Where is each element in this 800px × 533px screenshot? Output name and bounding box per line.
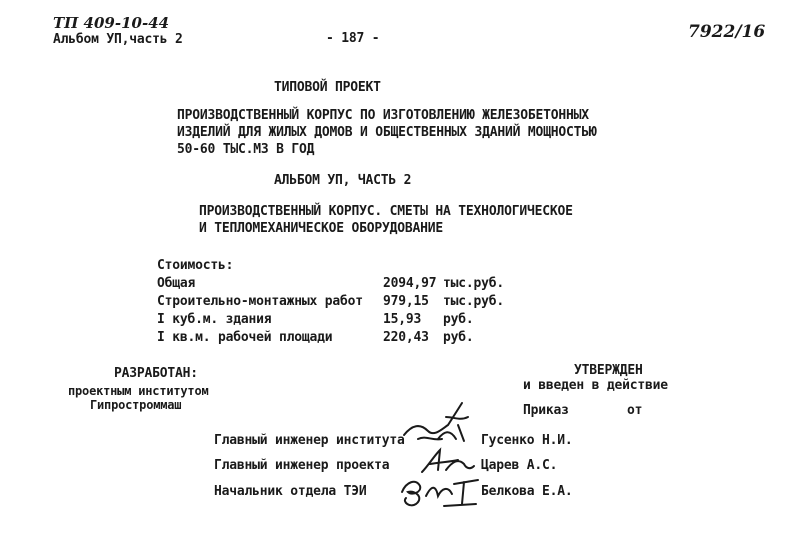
- cost-heading: Стоимость:: [157, 258, 234, 273]
- album-title: АЛЬБОМ УП, ЧАСТЬ 2: [274, 173, 412, 188]
- developed-label: РАЗРАБОТАН:: [114, 366, 198, 381]
- cost-unit: тыс.руб.: [443, 294, 505, 309]
- cost-unit: тыс.руб.: [443, 276, 505, 291]
- cost-value: 2094,97: [383, 276, 437, 291]
- cost-unit: руб.: [443, 312, 474, 327]
- signatory-name: Гусенко Н.И.: [481, 433, 573, 448]
- cost-unit: руб.: [443, 330, 474, 345]
- signatory-position: Главный инженер проекта: [214, 458, 390, 473]
- signatory-position: Главный инженер института: [214, 433, 405, 448]
- project-kind: ТИПОВОЙ ПРОЕКТ: [274, 80, 381, 95]
- cost-label: I куб.м. здания: [157, 312, 272, 327]
- project-name-line3: 50-60 ТЫС.М3 В ГОД: [177, 142, 315, 157]
- page-number: - 187 -: [326, 31, 380, 46]
- signature-chief-engineer-institute: [398, 395, 478, 447]
- project-name-line1: ПРОИЗВОДСТВЕННЫЙ КОРПУС ПО ИЗГОТОВЛЕНИЮ ЖЕЛЕЗОБЕТОННЫХ: [177, 108, 589, 123]
- signatory-name: Царев А.С.: [481, 458, 558, 473]
- developed-line2: Гипростроммаш: [90, 398, 182, 412]
- inventory-number: 7922/16: [688, 22, 766, 42]
- approved-order: Приказ: [523, 403, 569, 418]
- signatory-position: Начальник отдела ТЭИ: [214, 484, 367, 499]
- cost-label: Строительно-монтажных работ: [157, 294, 363, 309]
- signatory-name: Белкова Е.А.: [481, 484, 573, 499]
- cost-label: Общая: [157, 276, 196, 291]
- cost-label: I кв.м. рабочей площади: [157, 330, 333, 345]
- approved-from: от: [627, 403, 643, 418]
- signature-head-of-department: [394, 470, 484, 510]
- project-code: ТП 409-10-44: [53, 14, 170, 32]
- section-line1: ПРОИЗВОДСТВЕННЫЙ КОРПУС. СМЕТЫ НА ТЕХНОЛОГИЧЕСКОЕ: [199, 204, 573, 219]
- cost-value: 979,15: [383, 294, 429, 309]
- developed-line1: проектным институтом: [68, 384, 209, 398]
- approved-line1: и введен в действие: [523, 378, 668, 393]
- cost-value: 15,93: [383, 312, 422, 327]
- album-part: Альбом УП,часть 2: [53, 32, 183, 47]
- section-line2: И ТЕПЛОМЕХАНИЧЕСКОЕ ОБОРУДОВАНИЕ: [199, 221, 444, 236]
- project-name-line2: ИЗДЕЛИЙ ДЛЯ ЖИЛЫХ ДОМОВ И ОБЩЕСТВЕННЫХ ЗДАНИЙ МОЩНОСТЬЮ: [177, 125, 597, 140]
- cost-value: 220,43: [383, 330, 429, 345]
- approved-label: УТВЕРЖДЕН: [574, 363, 643, 378]
